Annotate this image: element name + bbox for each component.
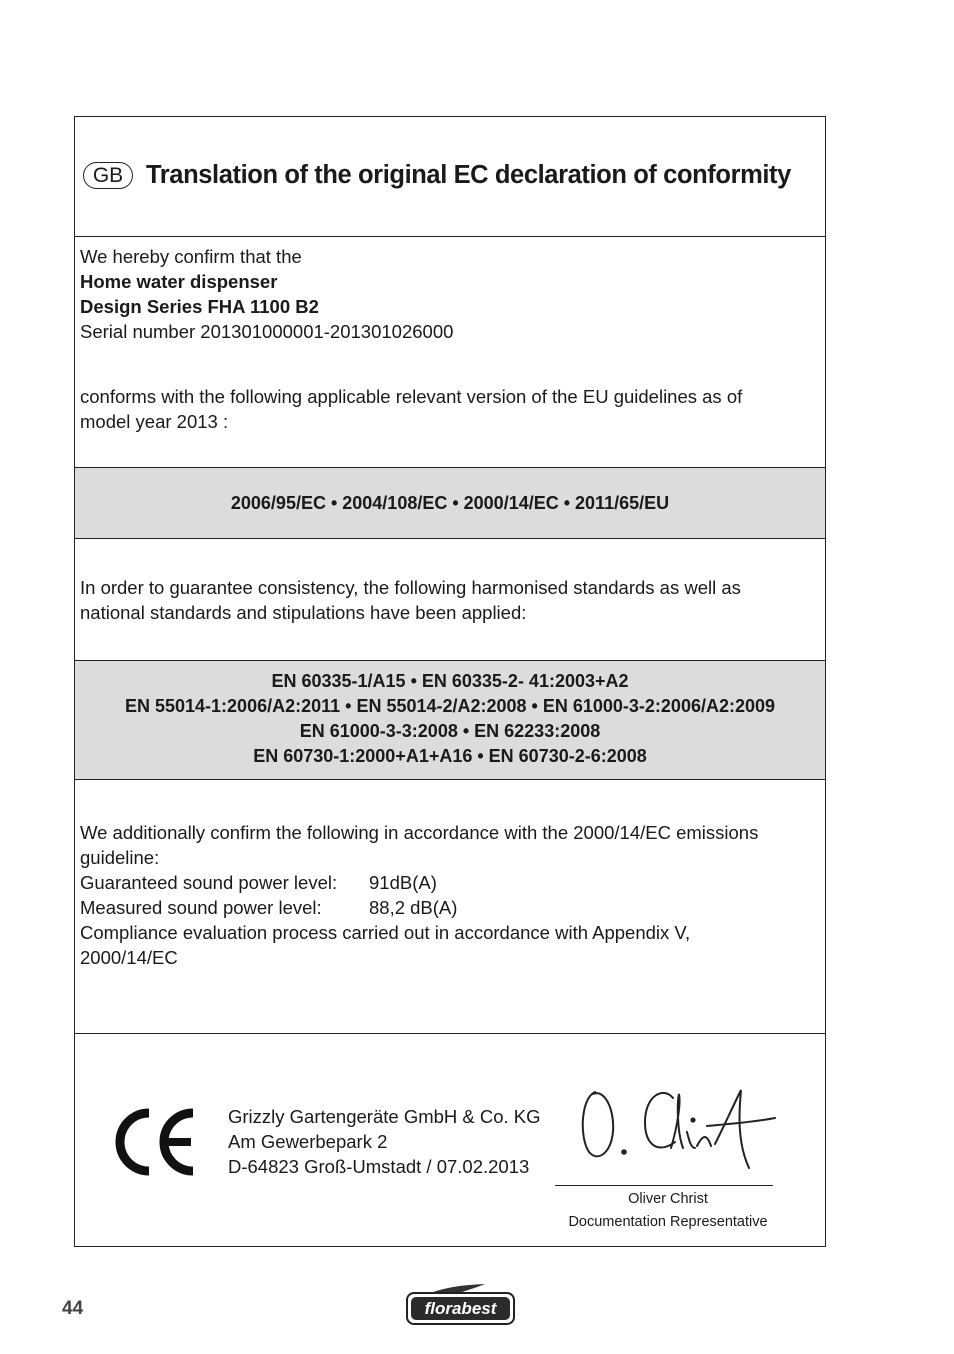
- florabest-logo: [405, 1283, 517, 1327]
- standards-intro-line-1: In order to guarantee consistency, the following harmonised standards as well as: [80, 577, 741, 598]
- company-name: Grizzly Gartengeräte GmbH & Co. KG: [228, 1106, 541, 1127]
- company-address: [228, 1104, 541, 1179]
- standards-intro-section: [75, 538, 825, 660]
- title-section: [75, 117, 825, 236]
- signatory-name: Oliver Christ: [628, 1191, 708, 1207]
- guaranteed-sound-value: 91dB(A): [369, 872, 437, 893]
- standards-section: [75, 660, 825, 779]
- emissions-line-6: 2000/14/EC: [80, 947, 178, 968]
- product-model: Design Series FHA 1100 B2: [80, 296, 319, 317]
- handwritten-signature: [579, 1082, 779, 1177]
- page-number: 44: [62, 1298, 84, 1319]
- conforms-line-2: model year 2013 :: [80, 411, 229, 432]
- intro-line: We hereby confirm that the: [80, 246, 302, 267]
- emissions-line-1: We additionally confirm the following in accordance with the 2000/14/EC emissions: [80, 822, 759, 843]
- signature-section: [75, 1033, 825, 1248]
- emissions-line-2: guideline:: [80, 847, 160, 868]
- guaranteed-sound-label: Guaranteed sound power level:: [80, 872, 338, 893]
- svg-text:florabest: florabest: [424, 1299, 497, 1318]
- product-name: Home water dispenser: [80, 271, 278, 292]
- directives-section: [75, 467, 825, 538]
- serial-number: Serial number 201301000001-201301026000: [80, 321, 454, 342]
- page-title: Translation of the original EC declaration of conformity: [146, 161, 791, 189]
- signatory-role: Documentation Representative: [568, 1214, 768, 1230]
- conforms-line-1: conforms with the following applicable relevant version of the EU guidelines as of: [80, 386, 743, 407]
- standards-line: EN 60335-1/A15 • EN 60335-2- 41:2003+A2: [271, 671, 629, 691]
- measured-sound-label: Measured sound power level:: [80, 897, 322, 918]
- standards-line: EN 55014-1:2006/A2:2011 • EN 55014-2/A2:2008 • EN 61000-3-2:2006/A2:2009: [124, 696, 776, 716]
- measured-sound-value: 88,2 dB(A): [369, 897, 458, 918]
- company-city-date: D-64823 Groß-Umstadt / 07.02.2013: [228, 1156, 530, 1177]
- signature-line: [555, 1185, 773, 1186]
- language-badge: GB: [83, 162, 133, 189]
- intro-section: [75, 236, 825, 467]
- company-street: Am Gewerbepark 2: [228, 1131, 388, 1152]
- declaration-frame: [74, 116, 826, 1247]
- standards-line: EN 61000-3-3:2008 • EN 62233:2008: [299, 721, 601, 741]
- ce-mark-icon: [109, 1103, 199, 1181]
- standards-intro-line-2: national standards and stipulations have been applied:: [80, 602, 527, 623]
- emissions-line-5: Compliance evaluation process carried out in accordance with Appendix V,: [80, 922, 691, 943]
- directives-list: 2006/95/EC • 2004/108/EC • 2000/14/EC • 2011/65/EU: [230, 493, 670, 513]
- emissions-section: [75, 779, 825, 1033]
- standards-line: EN 60730-1:2000+A1+A16 • EN 60730-2-6:2008: [253, 746, 647, 766]
